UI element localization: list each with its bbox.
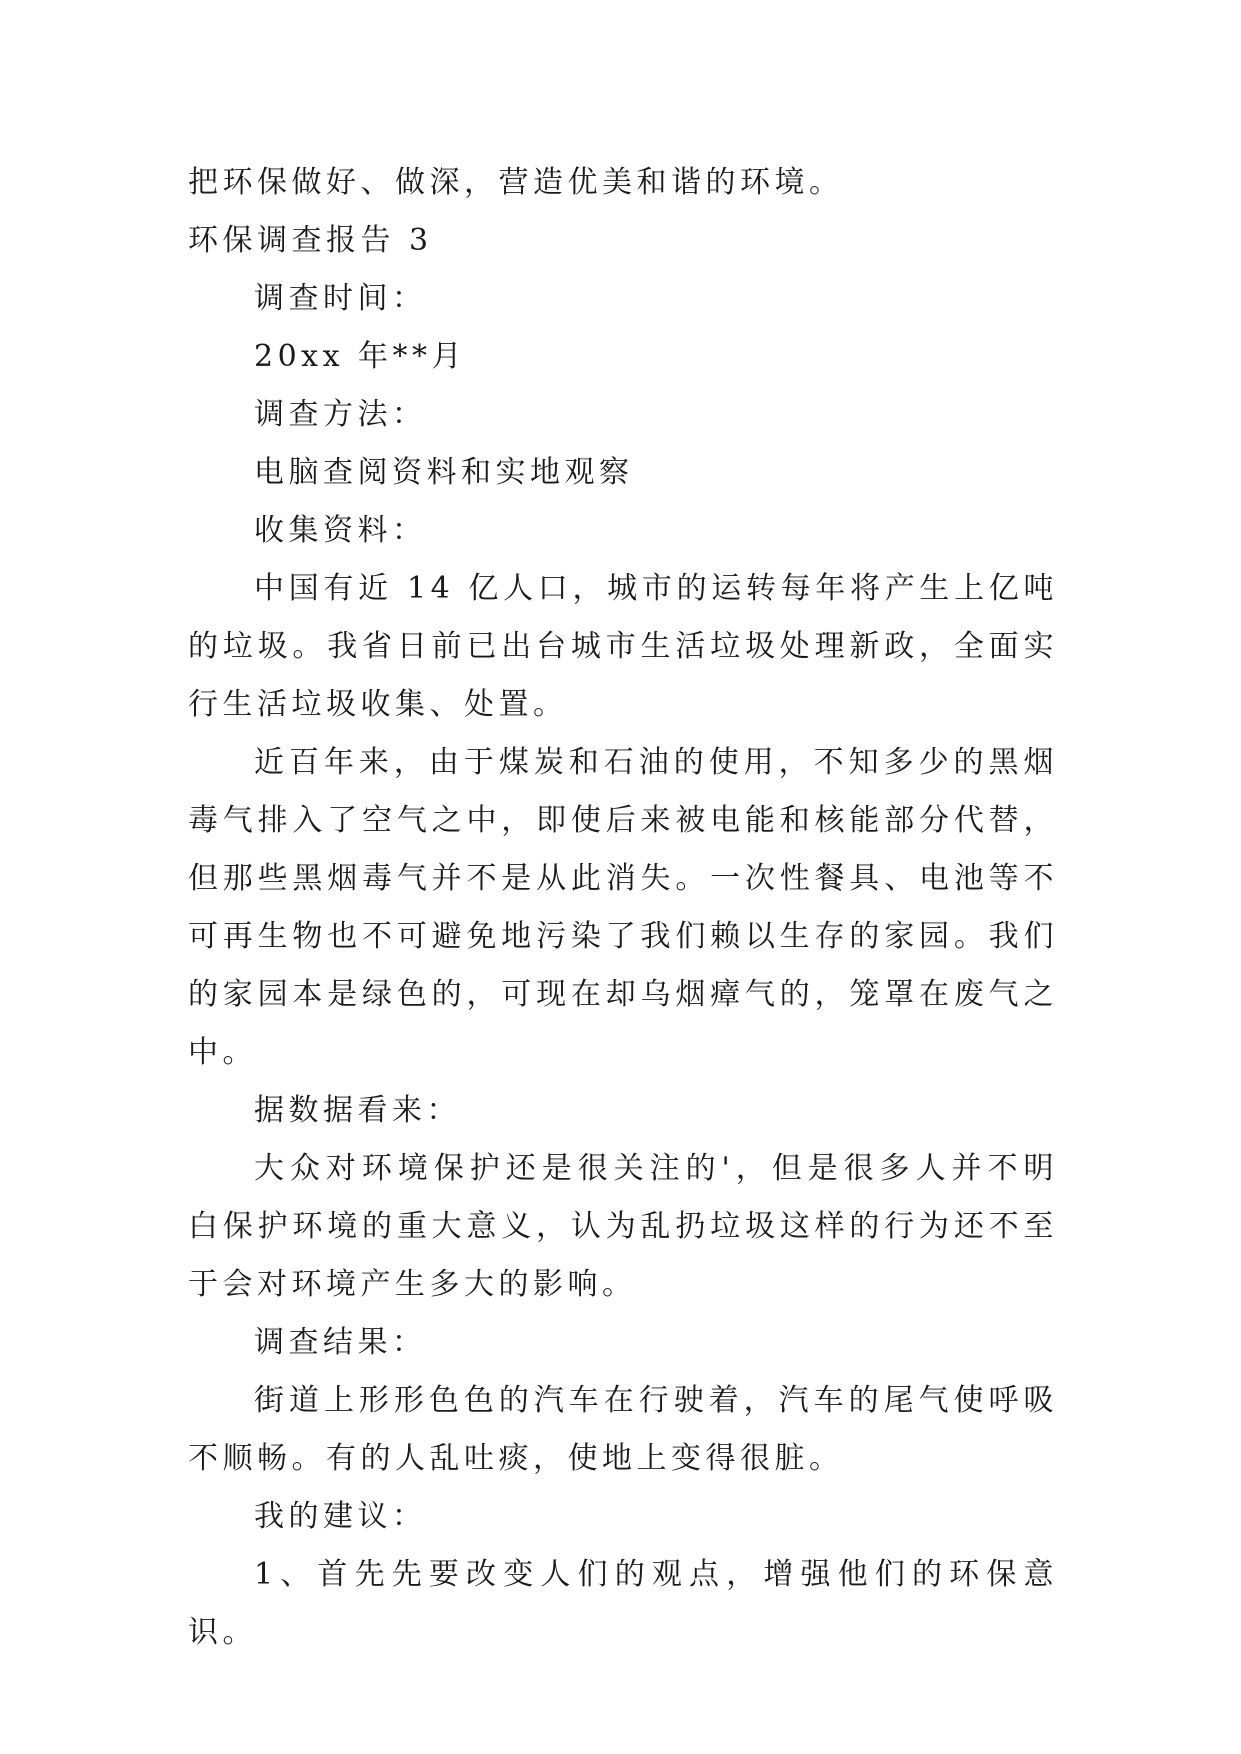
heading-data-view: 据数据看来： bbox=[254, 1093, 461, 1128]
survey-method-value: 电脑查阅资料和实地观察 bbox=[254, 455, 634, 490]
heading-survey-time: 调查时间： bbox=[254, 281, 427, 316]
paragraph-pollution-history: 近百年来，由于煤炭和石油的使用，不知多少的黑烟毒气排入了空气之中，即使后来被电能和核能部分代替，但那些黑烟毒气并不是从此消失。一次性餐具、电池等不可再生物也不可避免地污染了我们赖以生存的家园。我们的家园本是绿色的，可现在却乌烟瘴气的，笼罩在废气之中。 bbox=[188, 745, 1058, 1070]
section-title: 环保调查报告 3 bbox=[188, 223, 433, 258]
paragraph-street-observation: 街道上形形色色的汽车在行驶着，汽车的尾气使呼吸不顺畅。有的人乱吐痰，使地上变得很脏。 bbox=[188, 1383, 1058, 1476]
survey-time-value: 20xx 年**月 bbox=[254, 339, 467, 374]
heading-suggestions: 我的建议： bbox=[254, 1499, 427, 1534]
heading-collect-data: 收集资料： bbox=[254, 513, 427, 548]
suggestion-item-1: 1、首先先要改变人们的观点，增强他们的环保意识。 bbox=[188, 1557, 1058, 1650]
document-page bbox=[188, 154, 1058, 1662]
paragraph-population: 中国有近 14 亿人口，城市的运转每年将产生上亿吨的垃圾。我省日前已出台城市生活垃圾处理新政，全面实行生活垃圾收集、处置。 bbox=[188, 571, 1058, 722]
heading-survey-result: 调查结果： bbox=[254, 1325, 427, 1360]
heading-survey-method: 调查方法： bbox=[254, 397, 427, 432]
paragraph-public-attention: 大众对环境保护还是很关注的'，但是很多人并不明白保护环境的重大意义，认为乱扔垃圾这样的行为还不至于会对环境产生多大的影响。 bbox=[188, 1151, 1058, 1302]
paragraph-closing-line: 把环保做好、做深，营造优美和谐的环境。 bbox=[188, 165, 844, 200]
